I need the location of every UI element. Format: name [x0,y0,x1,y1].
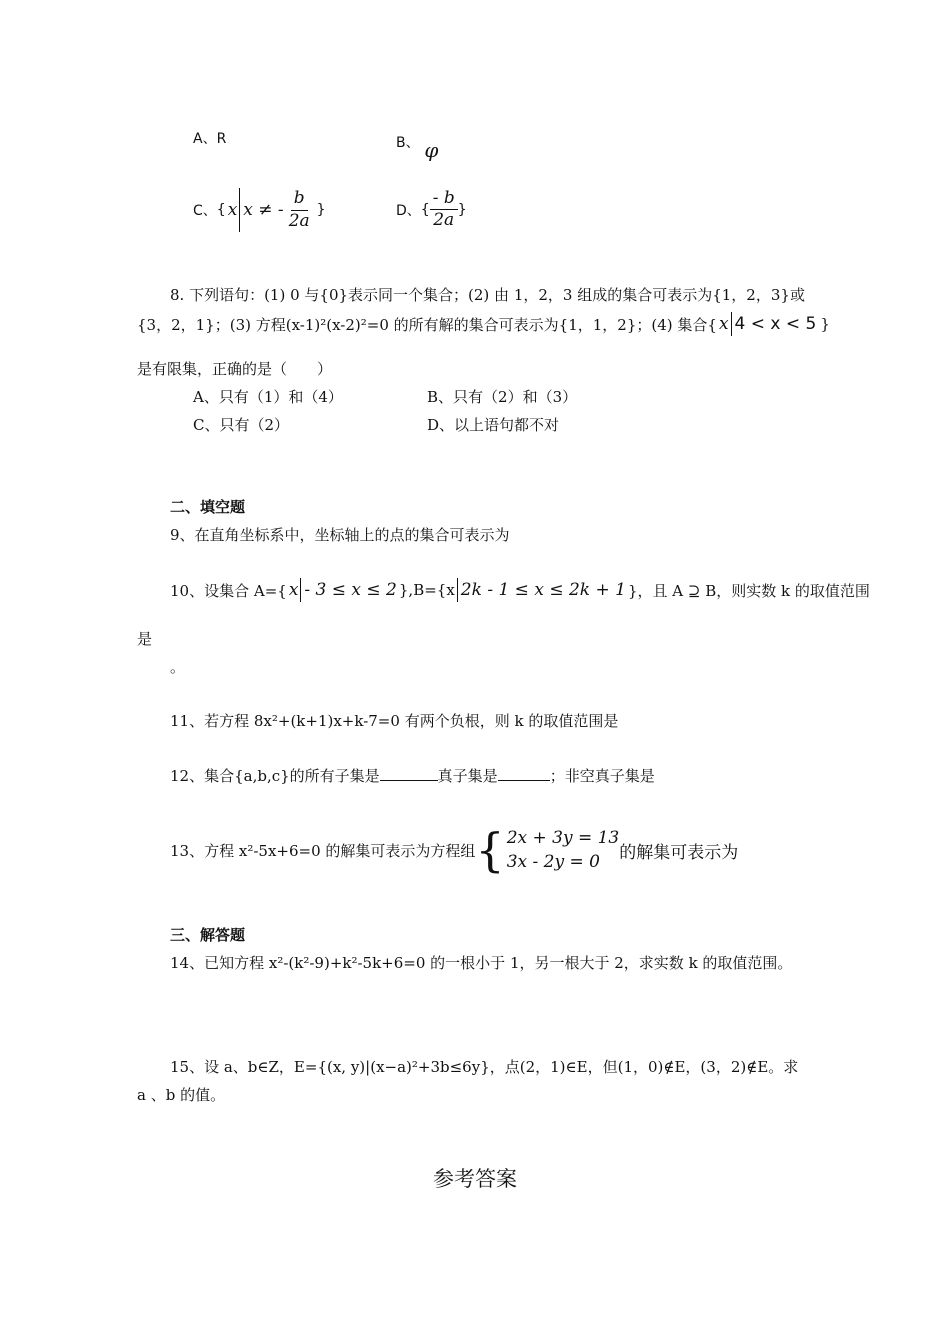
section-2-heading: 二、填空题 [170,498,246,516]
q13-equation-1: 2x + 3y = 13 [506,828,620,848]
q7-option-c-denominator: 2a [288,210,310,231]
answers-heading: 参考答案 [433,1167,517,1191]
q8-line-2-bar [731,312,732,336]
q13-brace: { [475,823,505,877]
q7-option-d-open: { [420,201,430,218]
q8-option-b: B、只有（2）和（3） [427,388,578,406]
q8-line-2-cond: 4 < x < 5 [734,314,817,334]
q8-line-2-var: x [718,314,729,334]
q11-text: 11、若方程 8x²+(k+1)x+k-7=0 有两个负根，则 k 的取值范围是 [170,712,619,730]
q8-line-2 [137,312,830,336]
q7-option-c-open: { [216,202,226,218]
q7-option-d-denominator: 2a [433,210,455,231]
q13-equation-2: 3x - 2y = 0 [506,852,600,872]
q7-option-c-var: x [227,200,238,220]
q7-option-c-close: } [316,202,326,218]
q9-text: 9、在直角坐标系中，坐标轴上的点的集合可表示为 [170,526,510,544]
q13-suffix: 的解集可表示为 [619,842,739,863]
q7-option-d-numerator: - b [430,188,458,210]
q12-part-a: 12、集合{a,b,c}的所有子集是 [170,767,380,785]
q7-option-c-bar [239,188,240,232]
q10-mid: },B={x [398,581,455,599]
q10-line-1 [170,578,870,602]
q10-bar-b [457,578,458,602]
q13-prefix: 13、方程 x²-5x+6=0 的解集可表示为方程组 [170,841,476,860]
q7-option-c-label: C、 [193,203,217,219]
q7-option-c-cond: x ≠ - [243,200,284,220]
q12-line [170,765,655,786]
q7-option-b-label: B、 [396,135,420,151]
q15-line-2: a 、b 的值。 [137,1086,226,1104]
q7-option-b [396,128,439,162]
q10-var-a: x [288,580,299,600]
q7-option-c-numerator: b [291,188,308,210]
section-3-heading: 三、解答题 [170,926,246,944]
q7-option-c-fraction [286,188,313,232]
q10-cond-a: - 3 ≤ x ≤ 2 [304,580,397,600]
q12-part-c: ；非空真子集是 [549,767,655,785]
q7-option-c [193,188,326,232]
q10-prefix: 10、设集合 A={ [170,581,287,600]
q10-bar-a [300,578,301,602]
q13-line [170,823,739,877]
q7-option-d-close: } [457,201,467,218]
q14-text: 14、已知方程 x²-(k²-9)+k²-5k+6=0 的一根小于 1，另一根大于 2，求实数 k 的取值范围。 [170,954,793,972]
q7-option-b-symbol: φ [424,138,439,162]
q8-option-a: A、只有（1）和（4） [193,388,343,406]
q7-option-d-fraction [430,188,458,232]
q7-option-d-label: D、 [396,202,421,219]
q7-option-d [396,188,467,232]
q8-line-2-text: {3，2，1}；(3) 方程(x-1)²(x-2)²=0 的所有解的集合可表示为{1，1，2}；(4) 集合{ [137,315,717,334]
q8-option-d: D、以上语句都不对 [427,416,560,434]
q8-line-1: 8. 下列语句：(1) 0 与{0}表示同一个集合；(2) 由 1，2，3 组成的集合可表示为{1，2，3}或 [170,286,805,304]
q7-option-a: A、R [193,131,227,147]
q8-line-2-close: } [820,315,830,333]
q10-line-3: 。 [170,658,186,676]
q12-blank-1[interactable] [380,780,438,781]
q10-line-2: 是 [137,630,153,648]
q8-line-3: 是有限集，正确的是（ ） [137,360,333,378]
q10-cond-b: 2k - 1 ≤ x ≤ 2k + 1 [460,580,626,600]
q10-suffix: }，且 A ⊇ B，则实数 k 的取值范围 [627,581,870,600]
q13-system [507,826,620,874]
q12-part-b: 真子集是 [437,767,498,785]
q8-option-c: C、只有（2） [193,416,290,434]
q15-line-1: 15、设 a、b∈Z，E={(x, y)|(x−a)²+3b≤6y}，点(2，1)∈E，但(1，0)∉E，(3，2)∉E。求 [170,1058,799,1076]
q12-blank-2[interactable] [498,780,550,781]
